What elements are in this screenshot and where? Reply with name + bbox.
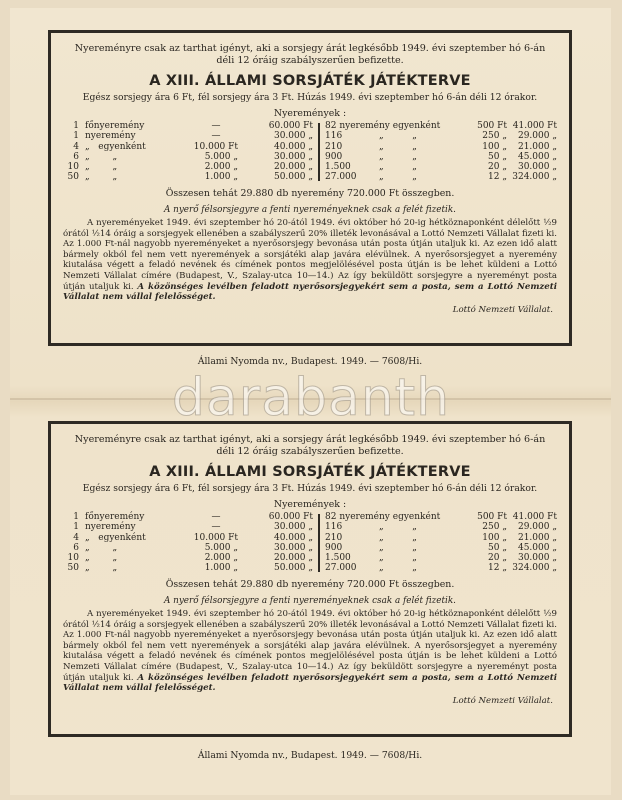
column-divider — [318, 123, 320, 181]
intro-line-1: Nyereményre csak az tarthat igényt, aki a sorsjegy árát legkésőbb 1949. évi szeptember hó 6-án — [74, 43, 546, 54]
half-ticket-note: A nyerő félsorsjegyre a fenti nyereményeknek csak a felét fizetik. — [164, 596, 456, 606]
prize-cell: 1.500 — [325, 162, 351, 173]
left-dashes — [209, 512, 223, 574]
intro-line-1: Nyereményre csak az tarthat igényt, aki a sorsjegy árát legkésőbb 1949. évi szeptember hó 6-án — [74, 434, 546, 445]
prize-cell: 500 Ft — [477, 512, 507, 522]
prize-cell: 40.000 „ — [273, 141, 313, 152]
prize-cell: 30.000 „ — [273, 522, 313, 533]
prize-cell: — — [211, 512, 221, 522]
prize-cell: 324.000 „ — [512, 563, 557, 574]
prize-cell: 21.000 „ — [517, 141, 557, 152]
prize-cell: „ „ — [379, 542, 417, 553]
intro-line-2: déli 12 óráig szabályszerűen befizette. — [216, 446, 404, 457]
total-line: Összesen tehát 29.880 db nyeremény 720.000 Ft összegben. — [165, 579, 455, 590]
signature: Lottó Nemzeti Vállalat. — [452, 304, 553, 315]
prize-cell: 1 — [73, 522, 79, 533]
left-counts — [67, 512, 79, 574]
prize-cell: 1 — [73, 512, 79, 522]
prize-cell: 50.000 „ — [273, 563, 313, 574]
prize-cell: „ „ — [85, 542, 118, 553]
prize-cell: 10.000 Ft — [193, 532, 238, 543]
prize-cell: 20.000 „ — [273, 162, 313, 173]
prize-cell: „ „ — [379, 553, 417, 564]
prize-cell: 21.000 „ — [517, 532, 557, 543]
prize-cell: „ „ — [85, 563, 118, 574]
prize-cell: 6 — [73, 151, 79, 162]
prize-cell: 10 — [67, 553, 79, 564]
prize-cell: 27.000 — [325, 172, 357, 183]
prize-cell — [209, 162, 223, 172]
prizes-heading: Nyeremények : — [273, 499, 347, 510]
prize-cell: 30.000 „ — [273, 131, 313, 142]
prize-cell: 250 „ — [482, 522, 507, 533]
intro-line-2: déli 12 óráig szabályszerűen befizette. — [216, 55, 404, 66]
prize-cell: 50 — [67, 563, 79, 574]
prize-cell: 30.000 „ — [273, 542, 313, 553]
prize-cell: 45.000 „ — [517, 151, 557, 162]
prize-cell: 2.000 „ — [204, 162, 238, 173]
total-line: Összesen tehát 29.880 db nyeremény 720.000 Ft összegben. — [165, 188, 455, 199]
prize-cell: „ „ — [379, 162, 417, 173]
prize-cell — [209, 142, 223, 152]
prizes-heading: Nyeremények : — [273, 108, 347, 119]
left-totals — [241, 121, 313, 183]
payout-text: A nyereményeket 1949. évi szeptember hó 20-ától 1949. évi október hó 20-ig hétköznaponként délelőtt ½9 órától ½14 óráig a sorsjegyek ellenében a szabályszerű 20% illeték levonásával a Lottó Nemzeti Vállalat fizeti ki. Az 1.000 Ft-nál nagyobb nyereményeket a nyerősorsjegy bevonása után posta útján utaljuk ki. Az ezen idő alatt bármely okból fel nem vett nyeremények a sorsjátéki alap javára elévülnek. A nyerősorsjegyet a nyeremény kiutalása végett a feladó nevének és címének pontos megjelölésével posta útján is be lehet küldeni a Lottó Nemzeti Vállalat címére (Budapest, V., Szalay-utca 10—14.) Az így beküldött sorsjegyre a nyereményt posta útján utaljuk ki. — [63, 218, 557, 292]
liability-text: A közönséges levélben feladott nyerősorsjegyekért sem a posta, sem a Lottó Nemzeti Vállalat nem vállal felelősséget. — [63, 281, 557, 303]
half-ticket-note: A nyerő félsorsjegyre a fenti nyereményeknek csak a felét fizetik. — [164, 205, 456, 215]
printer-footer-upper: Állami Nyomda nv., Budapest. 1949. — 7608/Hi. — [197, 356, 423, 367]
prize-cell: 20 „ — [488, 553, 507, 564]
prize-cell: „ „ — [379, 532, 417, 543]
prize-cell: 4 — [73, 141, 79, 152]
left-names — [85, 512, 175, 574]
prize-cell: 50.000 „ — [273, 172, 313, 183]
prize-cell: 5.000 „ — [204, 542, 238, 553]
prize-cell: 324.000 „ — [512, 172, 557, 183]
prize-cell: 5.000 „ — [204, 151, 238, 162]
prize-cell: 30.000 „ — [273, 151, 313, 162]
prize-cell: „ egyenként — [85, 141, 146, 152]
plan-title: A XIII. ÁLLAMI SORSJÁTÉK JÁTÉKTERVE — [149, 73, 471, 89]
signature: Lottó Nemzeti Vállalat. — [452, 695, 553, 706]
prize-cell: 29.000 „ — [517, 522, 557, 533]
prize-cell: 210 — [325, 532, 343, 543]
prize-cell — [173, 121, 238, 131]
prize-cell: 210 — [325, 141, 343, 152]
liability-text: A közönséges levélben feladott nyerősorsjegyekért sem a posta, sem a Lottó Nemzeti Vállalat nem vállal felelősséget. — [63, 672, 557, 694]
right-totals — [507, 512, 557, 574]
right-totals — [507, 121, 557, 183]
prize-cell: „ „ — [85, 172, 118, 183]
prize-cell: 1.500 — [325, 553, 351, 564]
prize-cell: — — [211, 131, 221, 142]
prize-cell — [209, 533, 223, 543]
prize-cell: — — [211, 121, 221, 131]
prize-cell: „ „ — [379, 522, 417, 533]
prize-cell: 82 nyeremény egyenként — [325, 512, 441, 522]
prize-cell: 82 nyeremény egyenként — [325, 121, 441, 131]
prize-cell: 10 — [67, 162, 79, 173]
lottery-plan-upper — [48, 30, 572, 346]
prize-cell: „ „ — [379, 151, 417, 162]
plan-title: A XIII. ÁLLAMI SORSJÁTÉK JÁTÉKTERVE — [149, 464, 471, 480]
prize-cell — [173, 512, 238, 522]
prize-cell: „ „ — [379, 131, 417, 142]
prize-cell — [209, 152, 223, 162]
left-names — [85, 121, 175, 183]
prize-cell: 27.000 — [325, 563, 357, 574]
prize-cell: 45.000 „ — [517, 542, 557, 553]
prize-cell: 40.000 „ — [273, 532, 313, 543]
intro-text — [63, 43, 557, 67]
prize-cell: nyeremény — [85, 522, 136, 533]
right-each — [463, 512, 507, 574]
column-divider — [318, 514, 320, 572]
prize-cell: 100 „ — [482, 141, 507, 152]
prize-cell: 12 „ — [488, 172, 507, 183]
prize-cell: 60.000 Ft — [268, 121, 313, 131]
prize-cell: „ egyenként — [85, 532, 146, 543]
prize-cell: „ „ — [379, 563, 417, 574]
prize-cell: 20.000 „ — [273, 553, 313, 564]
payout-text: A nyereményeket 1949. évi szeptember hó 20-ától 1949. évi október hó 20-ig hétköznaponként délelőtt ½9 órától ½14 óráig a sorsjegyek ellenében a szabályszerű 20% illeték levonásával a Lottó Nemzeti Vállalat fizeti ki. Az 1.000 Ft-nál nagyobb nyereményeket a nyerősorsjegy bevonása után posta útján utaljuk ki. Az ezen idő alatt bármely okból fel nem vett nyeremények a sorsjátéki alap javára elévülnek. A nyerősorsjegyet a nyeremény kiutalása végett a feladó nevének és címének pontos megjelölésével posta útján is be lehet küldeni a Lottó Nemzeti Vállalat címére (Budapest, V., Szalay-utca 10—14.) Az így beküldött sorsjegyre a nyereményt posta útján utaljuk ki. — [63, 609, 557, 683]
prize-table — [63, 121, 557, 183]
prize-cell: 50 „ — [488, 151, 507, 162]
prize-cell — [209, 172, 223, 182]
left-totals — [241, 512, 313, 574]
prize-cell: 1 — [73, 131, 79, 142]
prize-cell: 900 — [325, 542, 343, 553]
prize-cell: 10.000 Ft — [193, 141, 238, 152]
prize-cell: 100 „ — [482, 532, 507, 543]
prize-cell: 4 — [73, 532, 79, 543]
prize-cell: 6 — [73, 542, 79, 553]
watermark: darabanth — [171, 368, 451, 428]
left-dashes — [209, 121, 223, 183]
prize-cell: 900 — [325, 151, 343, 162]
prize-cell: 1 — [73, 121, 79, 131]
left-each — [173, 121, 238, 183]
prize-cell: főnyeremény — [85, 121, 145, 131]
prize-cell: „ „ — [85, 151, 118, 162]
prize-cell: „ „ — [85, 162, 118, 173]
left-counts — [67, 121, 79, 183]
prize-cell: 50 „ — [488, 542, 507, 553]
prize-cell: 1.000 „ — [204, 563, 238, 574]
prize-cell: 250 „ — [482, 131, 507, 142]
prize-cell: nyeremény — [85, 131, 136, 142]
prize-cell: 41.000 Ft — [512, 512, 557, 522]
prize-cell — [209, 563, 223, 573]
prize-cell: 30.000 „ — [517, 162, 557, 173]
prize-table — [63, 512, 557, 574]
prize-cell: 500 Ft — [477, 121, 507, 131]
prize-cell: 116 — [325, 522, 343, 533]
prize-cell: 41.000 Ft — [512, 121, 557, 131]
prize-cell: 50 — [67, 172, 79, 183]
prize-cell: 2.000 „ — [204, 553, 238, 564]
price-line: Egész sorsjegy ára 6 Ft, fél sorsjegy ára 3 Ft. Húzás 1949. évi szeptember hó 6-án déli 12 órakor. — [82, 92, 538, 103]
left-each — [173, 512, 238, 574]
price-line: Egész sorsjegy ára 6 Ft, fél sorsjegy ára 3 Ft. Húzás 1949. évi szeptember hó 6-án déli 12 órakor. — [82, 483, 538, 494]
payout-terms — [63, 609, 557, 694]
prize-cell: „ „ — [379, 172, 417, 183]
prize-cell: 30.000 „ — [517, 553, 557, 564]
prize-cell: 116 — [325, 131, 343, 142]
prize-cell — [173, 522, 238, 532]
prize-cell — [209, 553, 223, 563]
prize-cell: 60.000 Ft — [268, 512, 313, 522]
prize-cell — [209, 543, 223, 553]
prize-cell: 1.000 „ — [204, 172, 238, 183]
prize-cell: — — [211, 522, 221, 533]
prize-cell: főnyeremény — [85, 512, 145, 522]
printer-footer-lower: Állami Nyomda nv., Budapest. 1949. — 7608/Hi. — [197, 750, 423, 761]
payout-terms — [63, 218, 557, 303]
prize-cell: „ „ — [379, 141, 417, 152]
intro-text — [63, 434, 557, 458]
prize-cell: 12 „ — [488, 563, 507, 574]
prize-cell: „ „ — [85, 553, 118, 564]
right-each — [463, 121, 507, 183]
lottery-plan-lower — [48, 421, 572, 737]
prize-cell: 20 „ — [488, 162, 507, 173]
prize-cell — [173, 131, 238, 141]
prize-cell: 29.000 „ — [517, 131, 557, 142]
